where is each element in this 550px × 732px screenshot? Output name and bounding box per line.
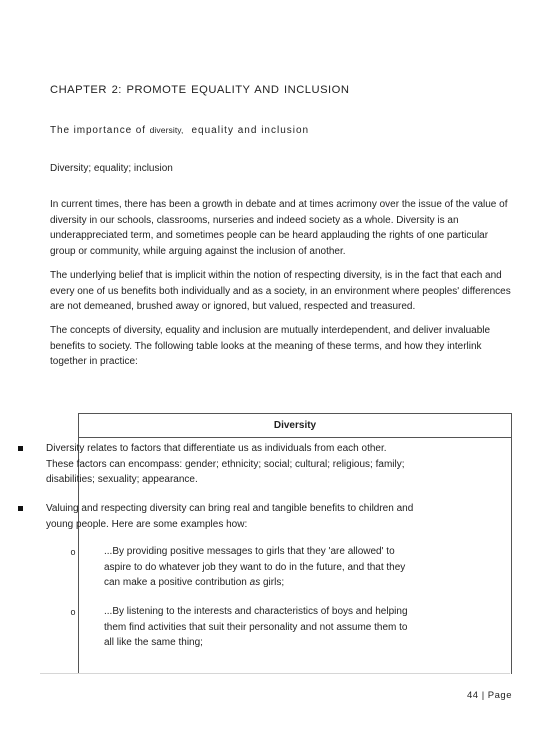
bullet-square-icon [14, 442, 27, 455]
subtitle-part-1: The importance of [50, 125, 150, 136]
intro-paragraph-1: In current times, there has been a growth in debate and at times acrimony over the issue of the value of diversity in our schools, classrooms, nurseries and indeed society as a whole. Diversity is an underappreciated term, and sometimes people can be heard applauding the rights of one particular group or community, while arguing against the inclusion of another. [50, 199, 508, 257]
keywords-line: Diversity; equality; inclusion [50, 163, 173, 174]
page-number: 44 | Page [466, 690, 512, 701]
chapter-heading: CHAPTER 2: PROMOTE EQUALITY AND INCLUSION [50, 84, 350, 96]
intro-paragraph-3: The concepts of diversity, equality and inclusion are mutually interdependent, and deliver invaluable benefits to society. The following table looks at the meaning of these terms, and how they interlink together in practice: [50, 325, 491, 368]
intro-paragraph-2: The underlying belief that is implicit within the notion of respecting diversity, is in the fact that each and every one of us benefits both individually and as a society, in an environment where peoples' differences are not demeaned, brushed away or ignored, but valued, respected and treasured. [50, 270, 511, 313]
table-bullet-item: Diversity relates to factors that differentiate us as individuals from each other. These factors can encompass: gender; ethnicity; social; cultural; religious; family; disabilities; sexuality; appearance. [46, 443, 405, 486]
sub-bullet-text: ...By listening to the interests and characteristics of boys and helping them find activities that suit their personality and not assume them to all like the same thing; [104, 606, 408, 649]
table-bullet-item: Valuing and respecting diversity can bring real and tangible benefits to children and young people. Here are some examples how: [46, 503, 414, 530]
subtitle-part-3: equality and inclusion [191, 125, 310, 136]
bullet-square-icon [14, 502, 27, 515]
table-header: Diversity [79, 414, 511, 438]
footer-divider [40, 673, 510, 674]
section-subtitle [50, 125, 309, 136]
sub-bullet-emphasis: as [249, 577, 261, 589]
sub-bullet-text: ...By providing positive messages to girls that they 'are allowed' to aspire to do whatever job they want to do in the future, and that they can make a positive contribution [104, 546, 406, 589]
sub-bullet-circle-icon: o [70, 547, 76, 557]
table-sub-bullet-item [104, 544, 409, 591]
sub-bullet-text-end: girls; [260, 577, 285, 589]
subtitle-part-2: diversity, [149, 125, 184, 135]
table-sub-bullet-item [104, 604, 409, 651]
sub-bullet-circle-icon: o [70, 607, 76, 617]
